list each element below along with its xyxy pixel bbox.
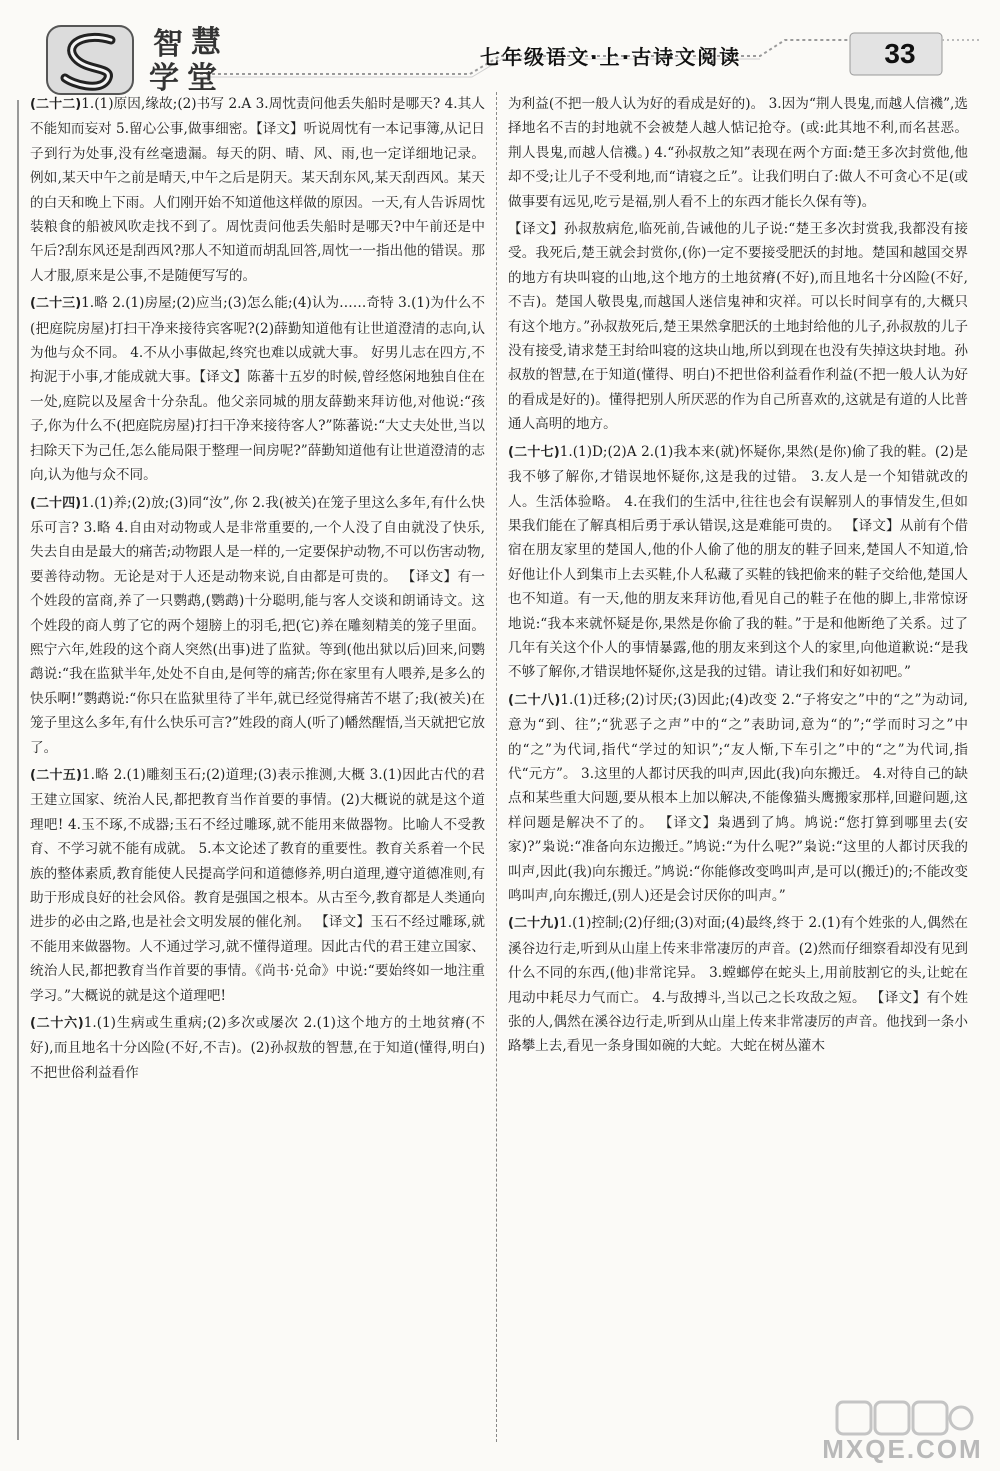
logo-char: 学 <box>149 61 179 96</box>
answer-block <box>508 217 968 437</box>
answer-block <box>508 911 968 1058</box>
left-column <box>30 92 485 1452</box>
question-number: (二十七) <box>508 444 560 460</box>
logo-wordmark <box>141 25 251 98</box>
column-divider <box>496 92 497 1442</box>
answer-block <box>30 763 485 1008</box>
logo-char: 慧 <box>191 25 221 60</box>
answer-text: 【译文】孙叔敖病危,临死前,告诫他的儿子说:“楚王多次封赏我,我都没有接受。我死后,楚王就会封赏你,(你)一定不要接受肥沃的封地。楚国和越国交界的地方有块叫寝的山地,这个地方的土地贫瘠(不好),而且地名十分凶险(不好,不吉)。楚国人敬畏鬼,而越国人迷信鬼神和灾祥。可以长时间享有的,大概只有这个地方。”孙叔敖死后,楚王果然拿肥沃的土地封给他的儿子,孙叔敖的儿子没有接受,请求楚王封给叫寝的这块山地,所以到现在也没有失掉这块封地。孙叔敖的智慧,在于知道(懂得、明白)不把世俗利益看作利益(不把一般人认为好的看成是好的)。懂得把别人所厌恶的作为自己所喜欢的,这就是有道的人比普通人高明的地方。 <box>508 221 968 433</box>
answer-block <box>508 688 968 909</box>
answer-text: 1.略 2.(1)房屋;(2)应当;(3)怎么能;(4)认为……奇特 3.(1)为什么不(把庭院房屋)打扫干净来接待宾客呢?(2)薛勤知道他有让世道澄清的志向,认为他与众不同。 4.不从小事做起,终究也难以成就大事。 好男儿志在四方,不拘泥于小事,才能成就大事。【译文】陈蕃十五岁的时候,曾经悠闲地独自住在一处,庭院以及屋舍十分杂乱。他父亲同城的朋友薛勤来拜访他,对他说:“孩子,你为什么不(把庭院房屋)打扫干净来接待客人?”陈蕃说:“大丈夫处世,当以扫除天下为己任,怎么能局限于整理一间房呢?”薛勤知道他有让世道澄清的志向,认为他与众不同。 <box>30 295 485 484</box>
watermark-text: MXQE.COM <box>822 1434 983 1464</box>
question-number: (二十三) <box>30 296 82 312</box>
question-number: (二十八) <box>508 692 561 708</box>
answer-text: 1.略 2.(1)雕刻玉石;(2)道理;(3)表示推测,大概 3.(1)因此古代的君王建立国家、统治人民,都把教育当作首要的事情。(2)大概说的就是这个道理吧! 4.玉不琢,不成器;玉石不经过雕琢,就不能用来做器物。比喻人不受教育、不学习就不能有成就。 5.本文论述了教育的重要性。教育关系着一个民族的整体素质,教育能使人民提高学问和道德修养,明白道理,遵守道德准则,有助于形成良好的社会风俗。教育是强国之根本。从古至今,教育都是人类通向进步的必由之路,也是社会文明发展的催化剂。 【译文】玉石不经过雕琢,就不能用来做器物。人不通过学习,就不懂得道理。因此古代的君王建立国家、统治人民,都把教育当作首要的事情。《尚书·兑命》中说:“要始终如一地注重学习。”大概说的就是这个道理吧! <box>30 766 485 1004</box>
book-title: 七年级语文·上·古诗文阅读 <box>480 45 742 69</box>
answer-text: 1.(1)养;(2)放;(3)同“汝”,你 2.我(被关)在笼子里这么多年,有什么快乐可言? 3.略 4.自由对动物或人是非常重要的,一个人没了自由就没了快乐,失去自由是最大的痛苦;动物跟人是一样的,一定要保护动物,不可以伤害动物,要善待动物。无论是对于人还是动物来说,自由都是可贵的。 【译文】有一个姓段的富商,养了一只鹦鹉,(鹦鹉)十分聪明,能与客人交谈和朗诵诗文。这个姓段的商人剪了它的两个翅膀上的羽毛,把(它)养在雕刻精美的笼子里面。熙宁六年,姓段的这个商人突然(出事)进了监狱。等到(他出狱以后)回来,问鹦鹉说:“我在监狱半年,处处不自由,是何等的痛苦;你在家里有人喂养,是多么的快乐啊!”鹦鹉说:“你只在监狱里待了半年,就已经觉得痛苦不堪了;我(被关)在笼子里这么多年,有什么快乐可言?”姓段的商人(听了)幡然醒悟,当天就把它放了。 <box>30 494 485 756</box>
answer-text: 1.(1)D;(2)A 2.(1)我本来(就)怀疑你,果然(是你)偷了我的鞋。(2)是我不够了解你,才错误地怀疑你,这是我的过错。 3.友人是一个知错就改的人。生活体验略。 4.在我们的生活中,往往也会有误解别人的事情发生,但如果我们能在了解真相后勇于承认错误,这是难能可贵的。 【译文】从前有个借宿在朋友家里的楚国人,他的仆人偷了他的朋友的鞋子回来,楚国人不知道,恰好他让仆人到集市上去买鞋,仆人私藏了买鞋的钱把偷来的鞋子交给他,楚国人也不知道。有一天,他的朋友来拜访他,看见自己的鞋子在他的脚上,非常惊讶地说:“我本来就怀疑是你,果然是你偷了我的鞋。”于是和他断绝了关系。过了几年有关这个仆人的事情暴露,他的朋友来到这个人的家里,向他道歉说:“是我不够了解你,才错误地怀疑你,这是我的过错。请让我们和好如初吧。” <box>508 443 968 681</box>
page-number: 33 <box>884 38 916 69</box>
logo-char: 智 <box>153 27 183 62</box>
question-number: (二十五) <box>30 767 82 783</box>
answer-block <box>30 291 485 487</box>
question-number: (二十九) <box>508 916 560 932</box>
page-header <box>0 0 1000 100</box>
logo-char: 堂 <box>187 61 217 96</box>
question-number: (二十四) <box>30 495 82 511</box>
watermark-logo-icon <box>835 1398 975 1438</box>
publisher-logo <box>45 22 245 102</box>
answer-block <box>508 92 968 214</box>
answer-block <box>30 92 485 288</box>
watermark <box>815 1398 990 1468</box>
question-number: (二十六) <box>30 1016 84 1032</box>
answer-text: 1.(1)原因,缘故;(2)书写 2.A 3.周忱责问他丢失船时是哪天? 4.其人不能知而妄对 5.留心公事,做事细密。【译文】听说周忱有一本记事簿,从记日子到行为处事,没有丝毫遗漏。每天的阴、晴、风、雨,也一定详细地记录。例如,某天中午之前是晴天,中午之后是阴天。某天刮东风,某天刮西风。某天的白天和晚上下雨。人们刚开始不知道他这样做的原因。一天,有人告诉周忱装粮食的船被风吹走找不到了。周忱责问他丢失船时是哪天?中午前还是中午后?刮东风还是刮西风?那人不知道而胡乱回答,周忱一一指出他的错误。那人才服,原来是公事,不是随便写写的。 <box>30 96 485 284</box>
page-edge-line <box>17 100 19 1440</box>
right-column <box>508 92 968 1452</box>
answer-text: 1.(1)迁移;(2)讨厌;(3)因此;(4)改变 2.“子将安之”中的“之”为动词,意为“到、往”;“犹恶子之声”中的“之”表助词,意为“的”;“学而时习之”中的“之”为代词,指代“学过的知识”;“友人惭,下车引之”中的“之”为代词,指代“元方”。 3.这里的人都讨厌我的叫声,因此(我)向东搬迁。 4.对待自己的缺点和某些重大问题,要从根本上加以解决,不能像猫头鹰搬家那样,回避问题,这样问题是解决不了的。 【译文】枭遇到了鸠。鸠说:“您打算到哪里去(安家)?”枭说:“准备向东边搬迁。”鸠说:“为什么呢?”枭说:“这里的人都讨厌我的叫声,因此(我)向东搬迁。”鸠说:“你能修改变鸣叫声,是可以(搬迁)的;不能改变鸣叫声,向东搬迁,(别人)还是会讨厌你的叫声。” <box>508 691 968 904</box>
answer-text: 1.(1)生病或生重病;(2)多次或屡次 2.(1)这个地方的土地贫瘠(不好),而且地名十分凶险(不好,不吉)。(2)孙叔敖的智慧,在于知道(懂得,明白)不把世俗利益看作 <box>30 1015 485 1081</box>
logo-s-mark-icon <box>45 22 137 98</box>
answer-text: 为利益(不把一般人认为好的看成是好的)。 3.因为“荆人畏鬼,而越人信禨”,选择地名不吉的封地就不会被楚人越人惦记抢夺。(或:此其地不利,而名甚恶。荆人畏鬼,而越人信禨。) 4.“孙叔敖之知”表现在两个方面:楚王多次封赏他,他却不受;让儿子不受利地,而“请寝之丘”。让我们明白了:做人不可贪心不足(或做事要有远见,吃亏是福,别人看不上的东西才能长久保有等)。 <box>508 96 968 210</box>
answer-block <box>508 440 968 685</box>
answer-content <box>30 92 980 1452</box>
question-number: (二十二) <box>30 97 82 112</box>
answer-block <box>30 1011 485 1085</box>
answer-text: 1.(1)控制;(2)仔细;(3)对面;(4)最终,终于 2.(1)有个姓张的人,偶然在溪谷边行走,听到从山崖上传来非常凄厉的声音。(2)然而仔细察看却没有见到什么不同的东西,(他)非常诧异。 3.螳螂停在蛇头上,用前肢割它的头,让蛇在甩动中耗尽力气而亡。 4.与敌搏斗,当以己之长攻敌之短。 【译文】有个姓张的人,偶然在溪谷边行走,听到从山崖上传来非常凄厉的声音。他找到一条小路攀上去,看见一条身围如碗的大蛇。大蛇在树丛灌木 <box>508 915 968 1055</box>
answer-block <box>30 491 485 760</box>
